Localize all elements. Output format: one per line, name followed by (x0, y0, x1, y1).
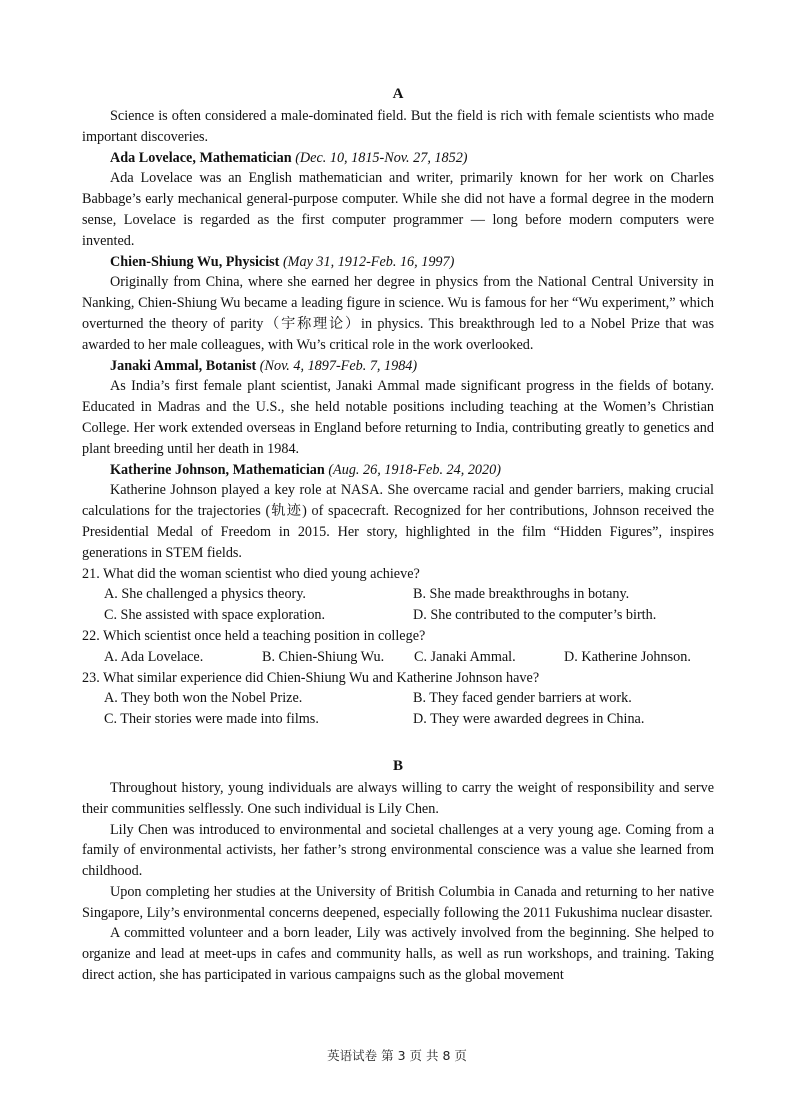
question-stem: 23. What similar experience did Chien-Shiung Wu and Katherine Johnson have? (82, 669, 540, 686)
bio-text-johnson: Katherine Johnson played a key role at NASA. She overcame racial and gender barriers, making crucial calculations for the trajectories (轨迹) of spacecraft. Recognized for her contributions, Johnson received the Presidential Medal of Freedom in 2015. Her story, highlighted in the film “Hidden Figures”, inspires generations in STEM fields. (82, 482, 714, 561)
question-23 (82, 668, 714, 730)
question-22 (82, 626, 714, 668)
bio-title-wu (82, 252, 714, 273)
section-a-title: A (392, 86, 404, 102)
section-b-title: B (392, 757, 403, 774)
bio-name: Chien-Shiung Wu, Physicist (110, 253, 280, 270)
option-a: A. She challenged a physics theory. (104, 586, 306, 603)
bio-dates: (Aug. 26, 1918-Feb. 24, 2020) (328, 461, 501, 478)
section-a-intro: Science is often considered a male-dominated field. But the field is rich with female scientists who made important discoveries. (82, 108, 714, 145)
bio-text-ammal: As India’s first female plant scientist, Janaki Ammal made significant progress in the fields of botany. Educated in Madras and the U.S., she held notable positions including teaching at the Women’s Christian College. Her work extended overseas in England before returning to India, contributing greatly to genetics and plant breeding until her death in 1984. (82, 378, 714, 457)
question-stem: 21. What did the woman scientist who died young achieve? (82, 565, 420, 582)
question-options (82, 688, 714, 730)
section-b-paragraph: Upon completing her studies at the University of British Columbia in Canada and returning to her native Singapore, Lily’s environmental concerns deepened, especially following the 2011 Fukushima nuclear disaster. (82, 883, 714, 921)
option-b: B. Chien-Shiung Wu. (262, 648, 385, 665)
option-b: B. They faced gender barriers at work. (413, 690, 632, 707)
bio-dates: (May 31, 1912-Feb. 16, 1997) (282, 253, 455, 270)
bio-dates: (Dec. 10, 1815-Nov. 27, 1852) (295, 149, 468, 166)
option-a: A. They both won the Nobel Prize. (104, 690, 303, 707)
question-21 (82, 564, 714, 626)
option-b: B. She made breakthroughs in botany. (413, 586, 630, 603)
option-d: D. Katherine Johnson. (564, 648, 691, 665)
section-b-paragraph: A committed volunteer and a born leader, Lily was actively involved from the beginning. She helped to organize and lead at meet-ups in cafes and community halls, as well as run workshops, and training. Taking direct action, she has participated in various campaigns such as the global movement (82, 925, 714, 984)
bio-title-johnson (82, 460, 714, 481)
bio-text-lovelace: Ada Lovelace was an English mathematician and writer, primarily known for her work on Charles Babbage’s early mechanical general-purpose computer. While she did not have a formal degree in the modern sense, Lovelace is regarded as the first computer programmer — long before modern computers were invented. (82, 170, 714, 249)
question-options (82, 584, 714, 626)
page-footer: 英语试卷 第 3 页 共 8 页 (327, 1048, 467, 1063)
option-a: A. Ada Lovelace. (104, 648, 204, 665)
option-d: D. They were awarded degrees in China. (413, 711, 645, 728)
bio-title-lovelace (82, 148, 714, 169)
bio-name: Ada Lovelace, Mathematician (110, 149, 292, 166)
exam-page (82, 84, 714, 986)
bio-title-ammal (82, 356, 714, 377)
question-stem: 22. Which scientist once held a teaching position in college? (82, 627, 426, 644)
bio-name: Katherine Johnson, Mathematician (110, 461, 325, 478)
option-c: C. She assisted with space exploration. (104, 607, 326, 624)
bio-name: Janaki Ammal, Botanist (110, 357, 257, 374)
question-options (82, 647, 714, 668)
bio-dates: (Nov. 4, 1897-Feb. 7, 1984) (259, 357, 418, 374)
bio-text-wu: Originally from China, where she earned her degree in physics from the National Central University in Nanking, Chien-Shiung Wu became a leading figure in science. Wu is famous for her “Wu experiment,” which overturned the theory of parity（宇称理论）in physics. This breakthrough led to a Nobel Prize that was awarded to her male colleagues, with Wu’s critical role in the work overlooked. (82, 274, 714, 353)
option-d: D. She contributed to the computer’s birth. (413, 607, 657, 624)
option-c: C. Their stories were made into films. (104, 711, 319, 728)
section-b-paragraph: Throughout history, young individuals are always willing to carry the weight of responsibility and serve their communities selflessly. One such individual is Lily Chen. (82, 779, 714, 817)
section-b-paragraph: Lily Chen was introduced to environmental and societal challenges at a very young age. Coming from a family of environmental activists, her father’s strong environmental conscience was a value she learned from childhood. (82, 821, 714, 880)
section-spacer (82, 730, 714, 756)
option-c: C. Janaki Ammal. (414, 648, 516, 665)
